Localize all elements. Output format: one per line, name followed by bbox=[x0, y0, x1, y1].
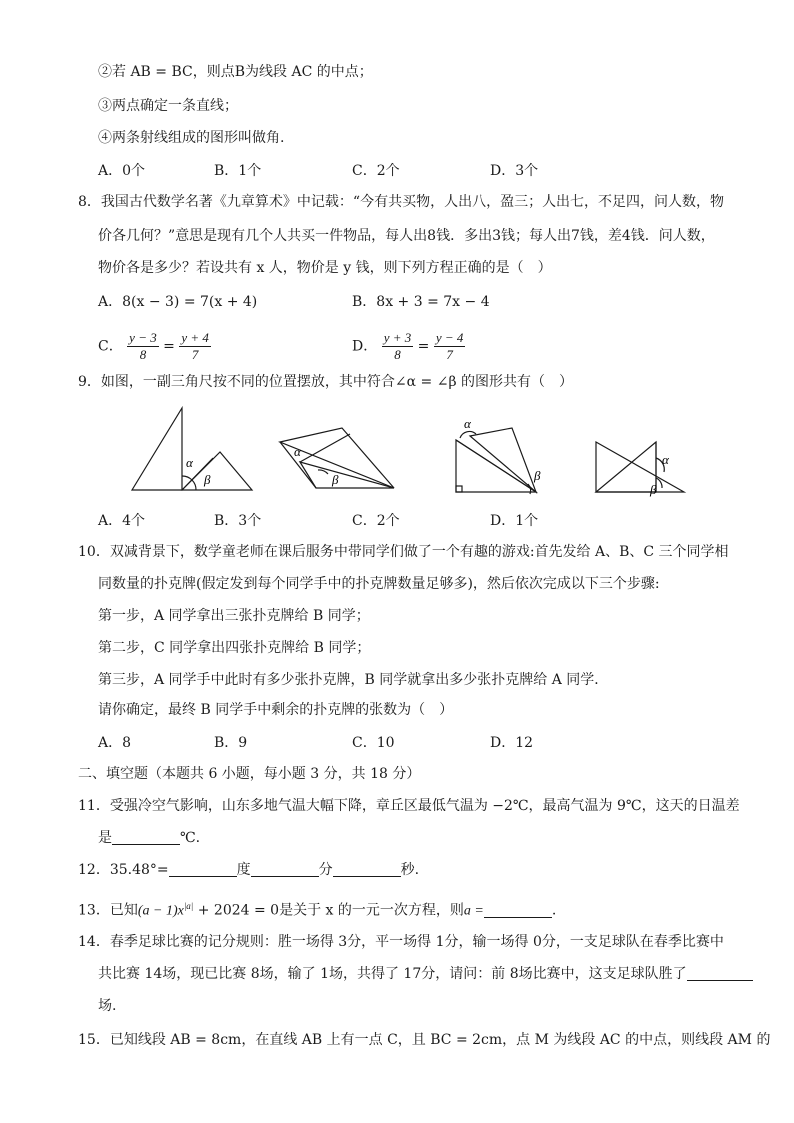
q9-option-b: B．3个 bbox=[214, 513, 262, 529]
q8-option-d-label: D． bbox=[352, 338, 378, 355]
angle-arc-alpha bbox=[182, 476, 192, 480]
fraction: $\frac{y + 3}{8}$ bbox=[383, 330, 412, 362]
q9-text: 9．如图，一副三角尺按不同的位置摆放，其中符合∠α = ∠β 的图形共有（ ） bbox=[78, 374, 573, 390]
q14-line-3: 场. bbox=[98, 998, 117, 1014]
q7-statement-2: ②若 AB = BC，则点B为线段 AC 的中点； bbox=[98, 64, 373, 80]
q9-option-a: A．4个 bbox=[98, 513, 146, 529]
fraction: $\frac{y + 4}{7}$ bbox=[181, 330, 209, 362]
q7-option-c: C．2个 bbox=[352, 163, 400, 179]
alpha-label: α bbox=[662, 452, 669, 467]
q10-option-d: D．12 bbox=[490, 735, 534, 751]
alpha-label: α bbox=[464, 416, 471, 431]
figure-4 bbox=[596, 442, 684, 492]
beta-label: β bbox=[332, 472, 339, 487]
beta-label: β bbox=[650, 482, 657, 497]
triangle-ruler-30-60-tilted bbox=[470, 428, 536, 492]
q8-line-2: 价各几何？”意思是现有几个人共买一件物品，每人出8钱．多出3钱；每人出7钱，差4钱．问人数， bbox=[98, 228, 715, 244]
q10-line-6: 请你确定，最终 B 同学手中剩余的扑克牌的张数为（ ） bbox=[98, 702, 454, 718]
q10-option-a: A．8 bbox=[98, 735, 132, 751]
answer-blank[interactable] bbox=[687, 964, 753, 981]
q8-option-c: C． $\frac{y - 3}{8}$ = $\frac{y + 4}{7}$ bbox=[98, 330, 209, 362]
q10-line-3: 第一步，A 同学拿出三张扑克牌给 B 同学； bbox=[98, 608, 370, 624]
beta-label: β bbox=[204, 472, 211, 487]
q10-option-b: B．9 bbox=[214, 735, 248, 751]
q14-line-2: 共比赛 14场，现已比赛 8场，输了 1场，共得了 17分，请问：前 8场比赛中，这支足球队胜了 bbox=[98, 964, 753, 984]
q8-option-c-label: C． bbox=[98, 338, 123, 355]
figure-1 bbox=[132, 408, 252, 490]
q9-option-d: D．1个 bbox=[490, 513, 539, 529]
q10-line-5: 第三步，A 同学手中此时有多少张扑克牌，B 同学就拿出多少张扑克牌给 A 同学． bbox=[98, 672, 609, 688]
answer-blank[interactable] bbox=[484, 901, 552, 918]
q8-option-a: A．8(x − 3) = 7(x + 4) bbox=[98, 294, 258, 310]
q11-line-2: 是 ℃. bbox=[98, 830, 201, 846]
triangle-ruler-right bbox=[596, 442, 656, 492]
q13-line: 13．已知$(a - 1)x^{|a|} + 2024 = 0$是关于 x 的一元一次方程，则a = . bbox=[78, 901, 557, 919]
figure-3 bbox=[456, 428, 536, 494]
q11-line-1: 11．受强冷空气影响，山东多地气温大幅下降，章丘区最低气温为 −2℃，最高气温为 9℃，这天的日温差 bbox=[78, 798, 740, 814]
q7-option-d: D．3个 bbox=[490, 163, 539, 179]
triangle-ruler-left bbox=[596, 442, 684, 492]
fraction: $\frac{y - 3}{8}$ bbox=[129, 330, 157, 362]
q10-line-1: 10．双减背景下，数学童老师在课后服务中带同学们做了一个有趣的游戏:首先发给 A、B、C 三个同学相 bbox=[78, 544, 729, 560]
answer-blank[interactable] bbox=[112, 828, 180, 845]
triangle-ruler-small bbox=[300, 462, 394, 488]
fraction: $\frac{y - 4}{7}$ bbox=[435, 330, 464, 362]
triangle-ruler-30-60 bbox=[132, 408, 182, 490]
alpha-label: α bbox=[186, 455, 193, 470]
q7-option-a: A．0个 bbox=[98, 163, 146, 179]
q7-statement-4: ④两条射线组成的图形叫做角. bbox=[98, 130, 285, 146]
q10-line-4: 第二步，C 同学拿出四张扑克牌给 B 同学； bbox=[98, 640, 371, 656]
q15-line-1: 15．已知线段 AB = 8cm，在直线 AB 上有一点 C，且 BC = 2cm，点 M 为线段 AC 的中点，则线段 AM 的 bbox=[78, 1032, 771, 1048]
q8-option-b: B．8x + 3 = 7x − 4 bbox=[352, 294, 490, 310]
beta-label: β bbox=[534, 468, 541, 483]
q8-option-d: D． $\frac{y + 3}{8}$ = $\frac{y - 4}{7}$ bbox=[352, 330, 464, 362]
section-heading: 二、填空题（本题共 6 小题，每小题 3 分，共 18 分） bbox=[78, 766, 421, 782]
q9-figures bbox=[120, 404, 720, 504]
q9-option-c: C．2个 bbox=[352, 513, 400, 529]
answer-blank-seconds[interactable] bbox=[333, 860, 401, 877]
q8-line-3: 物价各是多少？若设共有 x 人，物价是 y 钱，则下列方程正确的是（ ） bbox=[98, 260, 552, 276]
q7-option-b: B．1个 bbox=[214, 163, 262, 179]
q12-line: 12．35.48°= 度 分 秒. bbox=[78, 862, 420, 878]
q7-statement-3: ③两点确定一条直线； bbox=[98, 98, 238, 114]
q14-line-1: 14．春季足球比赛的记分规则：胜一场得 3分，平一场得 1分，输一场得 0分，一支足球队在春季比赛中 bbox=[78, 934, 724, 950]
q10-line-2: 同数量的扑克牌(假定发到每个同学手中的扑克牌数量足够多)，然后依次完成以下三个步骤: bbox=[98, 576, 660, 592]
q8-line-1: 8．我国古代数学名著《九章算术》中记载：“今有共买物，人出八，盈三；人出七，不足四，问人数，物 bbox=[78, 194, 725, 210]
alpha-label: α bbox=[294, 444, 301, 459]
answer-blank-minutes[interactable] bbox=[251, 860, 319, 877]
answer-blank-degrees[interactable] bbox=[169, 860, 237, 877]
angle-arc-beta bbox=[192, 480, 196, 490]
q10-option-c: C．10 bbox=[352, 735, 395, 751]
